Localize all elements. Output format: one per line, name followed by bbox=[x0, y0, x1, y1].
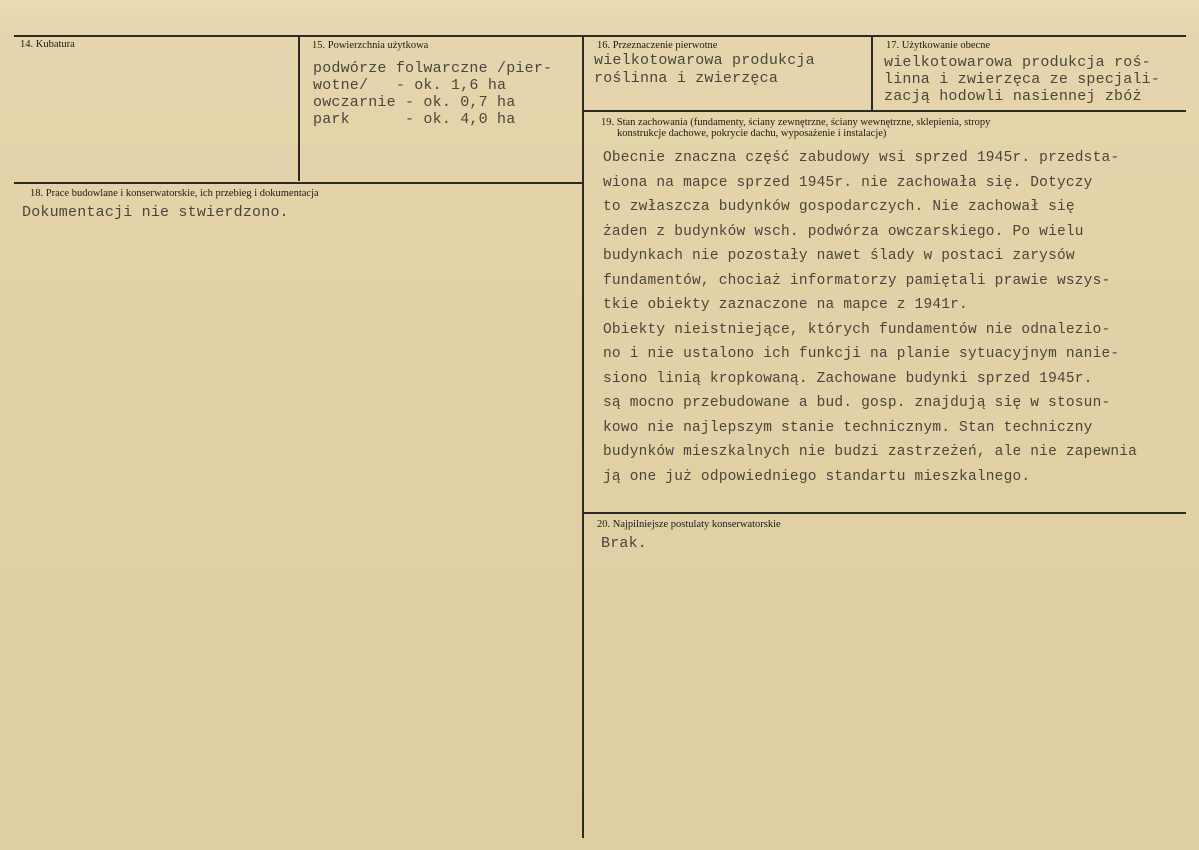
field-19-text bbox=[603, 146, 1137, 489]
field-15-label: 15. Powierzchnia użytkowa bbox=[312, 40, 429, 51]
field-19-line: to zwłaszcza budynków gospodarczych. Nie zachował się bbox=[603, 199, 1075, 215]
field-18-label: 18. Prace budowlane i konserwatorskie, ich przebieg i dokumentacja bbox=[30, 188, 319, 199]
field-17-label: 17. Użytkowanie obecne bbox=[886, 40, 991, 51]
field-18-line-1: Dokumentacji nie stwierdzono. bbox=[22, 204, 289, 221]
divider-14-15 bbox=[298, 35, 300, 181]
field-16-line-2: roślinna i zwierzęca bbox=[594, 70, 779, 87]
rule-under-16-17 bbox=[584, 110, 1186, 112]
divider-16-17 bbox=[871, 35, 873, 110]
field-19-line: no i nie ustalono ich funkcji na planie sytuacyjnym nanie- bbox=[603, 346, 1120, 362]
field-19-label-continued: konstrukcje dachowe, pokrycie dachu, wyposażenie i instalacje) bbox=[617, 128, 887, 139]
field-19-line: są mocno przebudowane a bud. gosp. znajdują się w stosun- bbox=[603, 395, 1111, 411]
field-15-line-2: wotne/ - ok. 1,6 ha bbox=[313, 77, 507, 94]
field-19-label: 19. Stan zachowania (fundamenty, ściany zewnętrzne, ściany wewnętrzne, sklepienia, stropy bbox=[601, 117, 991, 128]
main-vertical-divider bbox=[582, 35, 584, 838]
field-19-line: siono linią kropkowaną. Zachowane budynki sprzed 1945r. bbox=[603, 370, 1093, 387]
field-19-line: budynków mieszkalnych nie budzi zastrzeżeń, ale nie zapewnia bbox=[603, 444, 1138, 460]
field-16-line-1: wielkotowarowa produkcja bbox=[594, 52, 815, 69]
field-20-label: 20. Najpilniejsze postulaty konserwatorskie bbox=[597, 519, 781, 530]
field-17-line-3: zacją hodowli nasiennej zbóż bbox=[884, 88, 1142, 105]
field-19-line: wiona na mapce sprzed 1945r. nie zachowała się. Dotyczy bbox=[603, 174, 1093, 191]
field-19-line: żaden z budynków wsch. podwórza owczarskiego. Po wielu bbox=[603, 223, 1084, 240]
field-15-line-3: owczarnie - ok. 0,7 ha bbox=[313, 94, 516, 111]
rule-under-19 bbox=[584, 512, 1186, 514]
field-19-line: budynkach nie pozostały nawet ślady w postaci zarysów bbox=[603, 248, 1075, 264]
card-top-margin bbox=[0, 0, 1199, 34]
field-19-line: ją one już odpowiedniego standartu mieszkalnego. bbox=[603, 468, 1031, 485]
top-rule bbox=[14, 35, 1186, 37]
field-17-line-1: wielkotowarowa produkcja roś- bbox=[884, 54, 1151, 71]
field-16-label: 16. Przeznaczenie pierwotne bbox=[597, 40, 718, 51]
field-20-line-1: Brak. bbox=[601, 535, 648, 552]
field-19-line: fundamentów, chociaż informatorzy pamiętali prawie wszys- bbox=[603, 272, 1111, 289]
field-19-line: Obecnie znaczna część zabudowy wsi sprzed 1945r. przedsta- bbox=[603, 150, 1120, 166]
field-19-line: kowo nie najlepszym stanie technicznym. Stan techniczny bbox=[603, 419, 1093, 436]
field-17-line-2: linna i zwierzęca ze specjali- bbox=[884, 71, 1161, 88]
field-15-line-1: podwórze folwarczne /pier- bbox=[313, 60, 553, 77]
rule-under-14-15 bbox=[14, 182, 584, 184]
field-15-line-4: park - ok. 4,0 ha bbox=[313, 111, 516, 128]
field-19-line: Obiekty nieistniejące, których fundamentów nie odnalezio- bbox=[603, 321, 1111, 338]
field-19-line: tkie obiekty zaznaczone na mapce z 1941r. bbox=[603, 297, 968, 313]
field-14-label: 14. Kubatura bbox=[20, 39, 75, 50]
